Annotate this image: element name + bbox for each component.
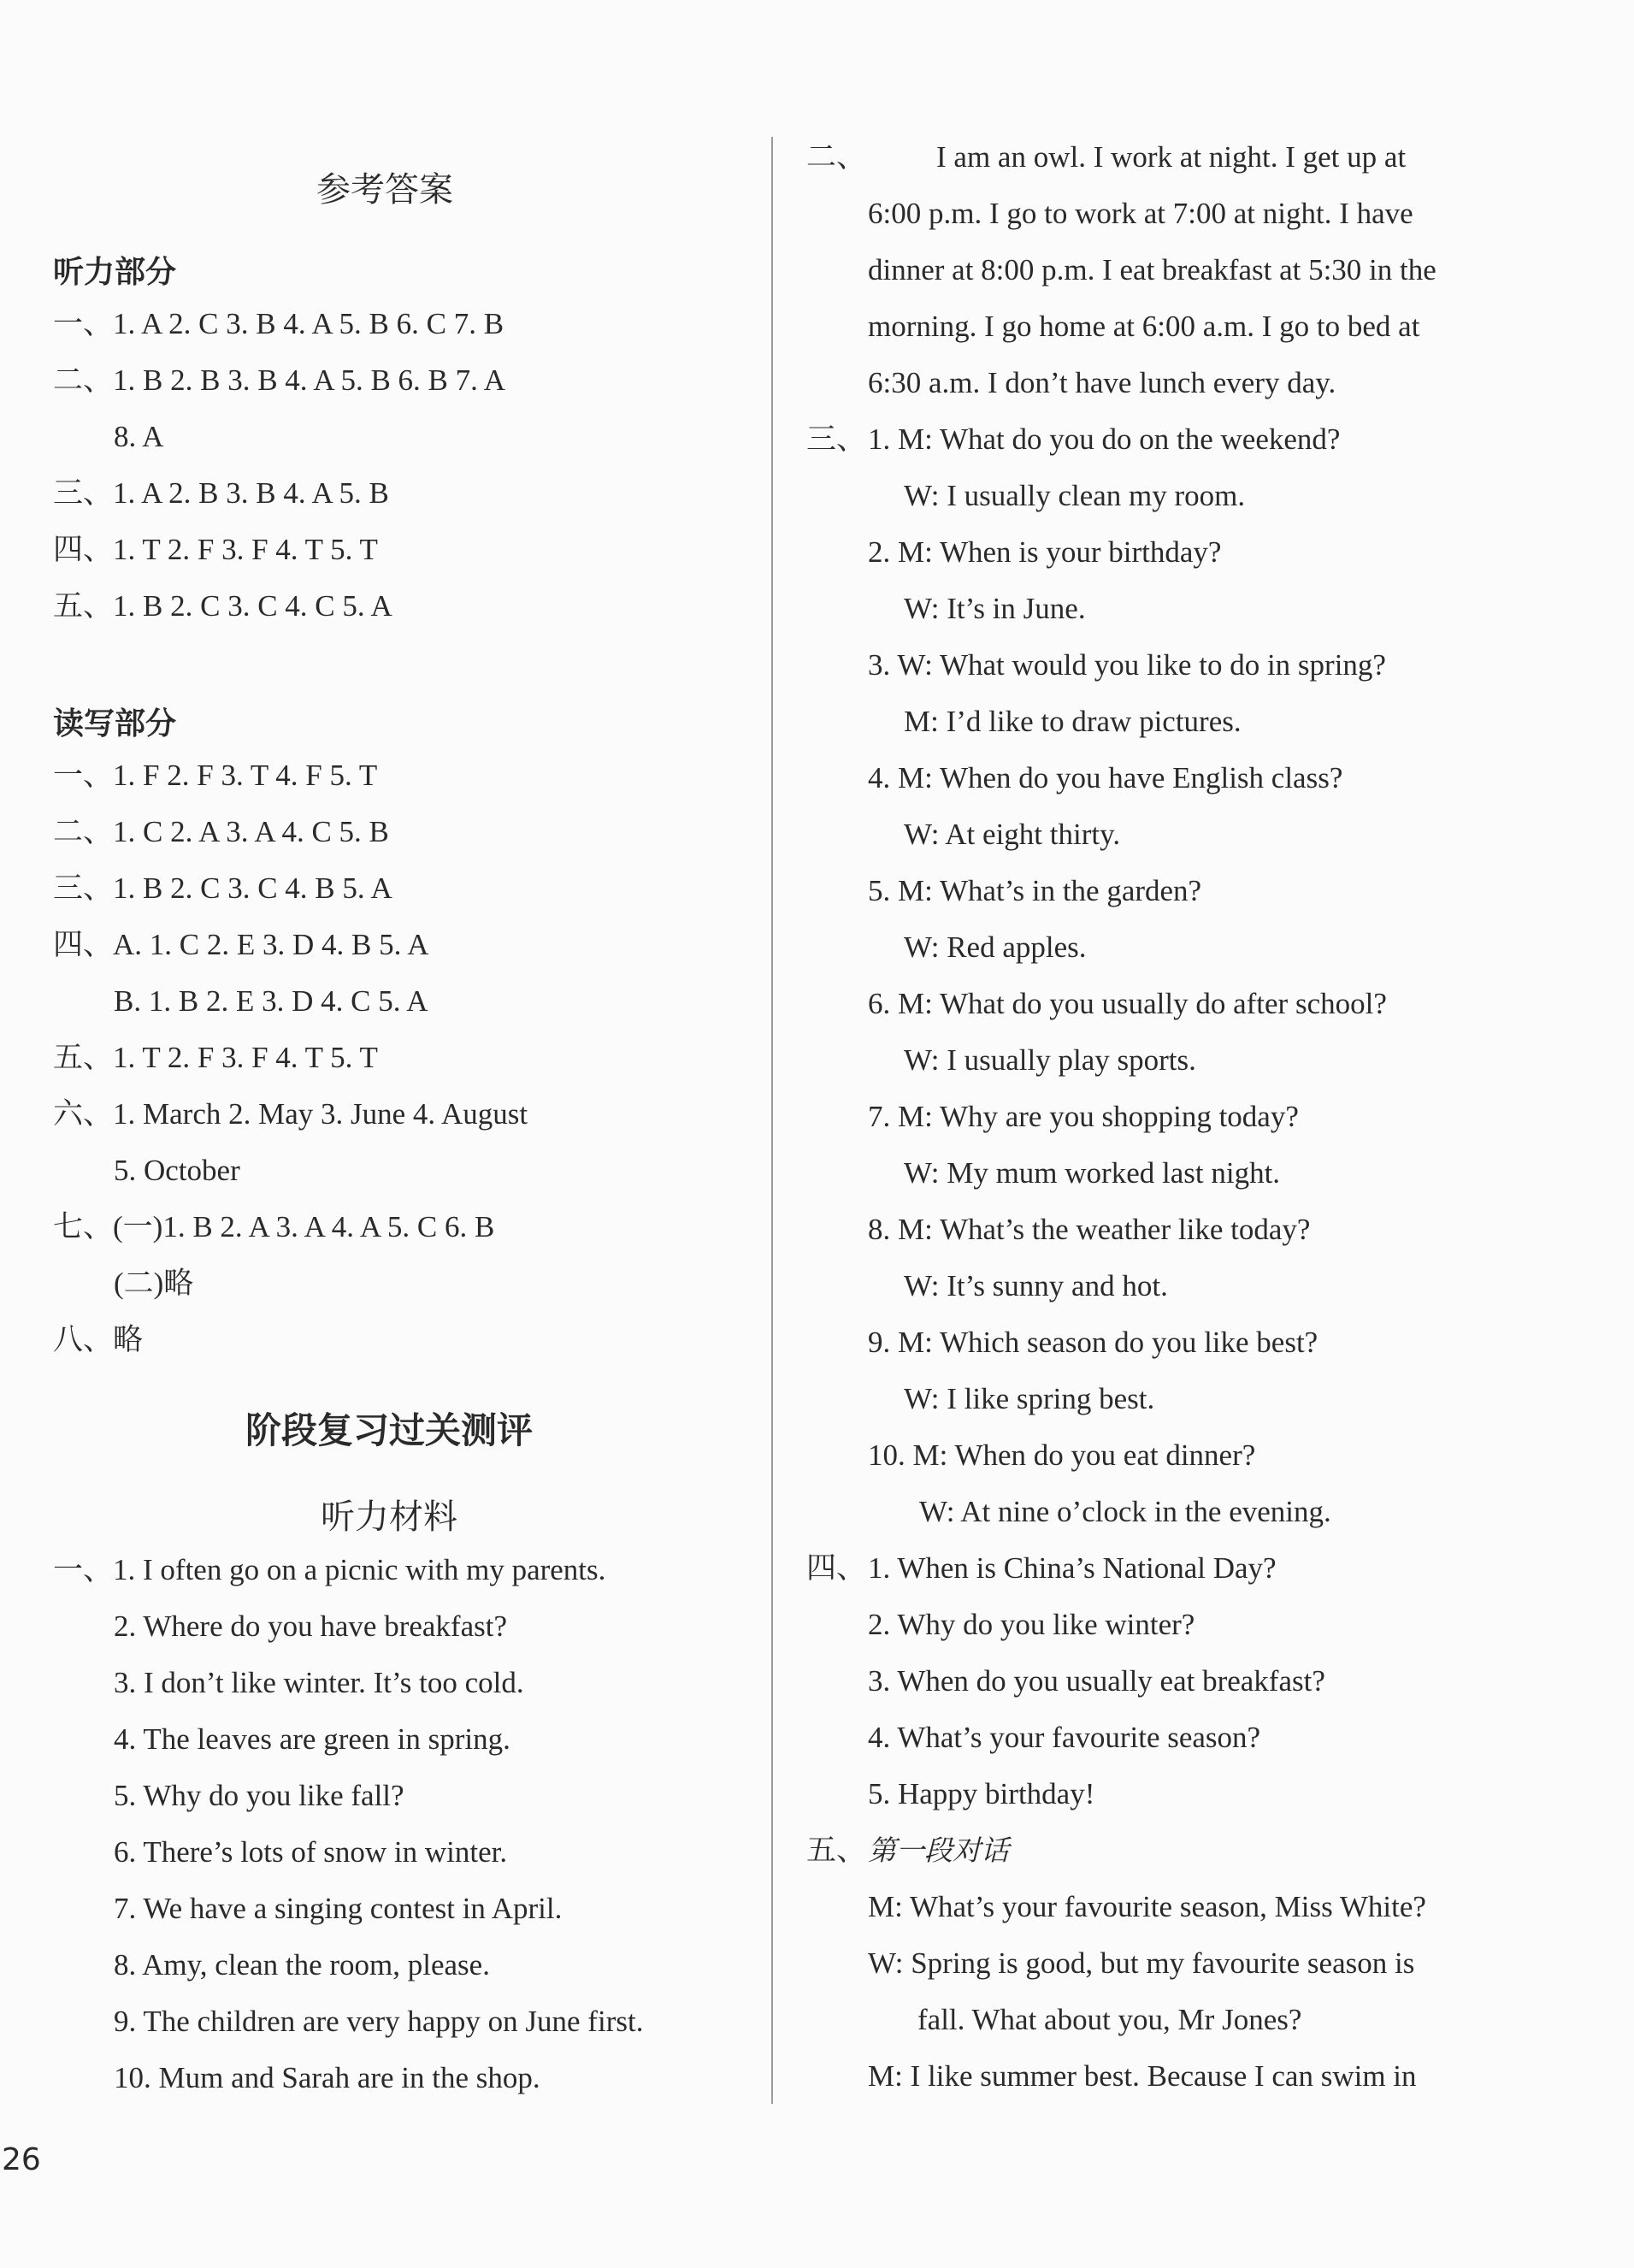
answer-line — [114, 983, 428, 1020]
answer-text: 1. C 2. A 3. A 4. C 5. B — [113, 815, 389, 848]
dialogue-heading: 第一段对话 — [868, 1834, 1009, 1867]
answer-label: 三、 — [53, 871, 114, 905]
answer-text: (一)1. B 2. A 3. A 4. A 5. C 6. B — [113, 1210, 495, 1243]
answer-label: 三、 — [53, 476, 114, 510]
dialogue-line: W: Spring is good, but my favourite season is — [868, 1946, 1415, 1980]
material-line — [53, 1551, 605, 1589]
answer-label: 一、 — [53, 759, 114, 792]
answer-line — [114, 418, 163, 456]
answer-line — [53, 1321, 143, 1359]
answer-label: 六、 — [53, 1097, 114, 1131]
answer-text: 5. October — [114, 1154, 240, 1187]
dialogue-line: 6. M: What do you usually do after school? — [868, 987, 1387, 1020]
dialogue-line: W: At nine o’clock in the evening. — [919, 1495, 1331, 1528]
question-line: 3. When do you usually eat breakfast? — [868, 1664, 1325, 1698]
answer-text: 1. March 2. May 3. June 4. August — [113, 1097, 528, 1131]
answer-line — [53, 475, 389, 512]
material-line: 9. The children are very happy on June first. — [114, 2005, 644, 2038]
answer-text: B. 1. B 2. E 3. D 4. C 5. A — [114, 984, 428, 1018]
answer-label: 四、 — [53, 928, 114, 961]
dialogue-line: W: I usually clean my room. — [904, 479, 1246, 512]
question-line: 1. When is China’s National Day? — [868, 1551, 1277, 1585]
material-line: 2. Where do you have breakfast? — [114, 1609, 507, 1643]
passage-line: 6:00 p.m. I go to work at 7:00 at night. I have — [868, 197, 1413, 230]
dialogue-line: 3. W: What would you like to do in spring? — [868, 648, 1386, 682]
answer-label: 一、 — [53, 307, 114, 340]
question-line: 2. Why do you like winter? — [868, 1608, 1195, 1641]
dialogue-line: 1. M: What do you do on the weekend? — [868, 422, 1341, 456]
dialogue-line: W: My mum worked last night. — [904, 1156, 1281, 1190]
material-line: 10. Mum and Sarah are in the shop. — [114, 2061, 540, 2094]
dialogue-line: 2. M: When is your birthday? — [868, 535, 1222, 569]
answer-line — [53, 1096, 528, 1133]
reading-section-heading: 读写部分 — [53, 706, 177, 741]
question-line: 5. Happy birthday! — [868, 1777, 1095, 1810]
answer-line — [53, 1039, 378, 1077]
dialogue-line: W: Red apples. — [904, 930, 1087, 964]
dialogue-line: W: I like spring best. — [904, 1382, 1155, 1415]
part-label: 二、 — [806, 140, 867, 174]
dialogue-line: 7. M: Why are you shopping today? — [868, 1100, 1299, 1133]
answer-line — [53, 926, 428, 964]
answer-line — [53, 813, 389, 851]
answer-key-title: 参考答案 — [316, 170, 453, 210]
part-label: 五、 — [806, 1834, 867, 1867]
answer-label: 二、 — [53, 815, 114, 848]
answer-line — [53, 531, 378, 569]
answer-line — [53, 757, 377, 794]
answer-text: 1. A 2. C 3. B 4. A 5. B 6. C 7. B — [113, 307, 504, 340]
material-line: 4. The leaves are green in spring. — [114, 1722, 510, 1756]
dialogue-line: 4. M: When do you have English class? — [868, 761, 1343, 794]
passage-line: I am an owl. I work at night. I get up at — [936, 140, 1407, 174]
dialogue-line: M: I’d like to draw pictures. — [904, 705, 1242, 738]
dialogue-line: fall. What about you, Mr Jones? — [917, 2003, 1302, 2036]
answer-line — [53, 305, 504, 343]
answer-label: 八、 — [53, 1323, 114, 1356]
answer-label: 七、 — [53, 1210, 114, 1243]
material-line: 7. We have a singing contest in April. — [114, 1892, 563, 1925]
answer-label: 五、 — [53, 589, 114, 623]
dialogue-line: M: What’s your favourite season, Miss White? — [868, 1890, 1426, 1923]
material-line: 3. I don’t like winter. It’s too cold. — [114, 1666, 524, 1699]
material-line: 6. There’s lots of snow in winter. — [114, 1835, 508, 1869]
dialogue-line: 5. M: What’s in the garden? — [868, 874, 1202, 907]
dialogue-line: 10. M: When do you eat dinner? — [868, 1438, 1256, 1472]
dialogue-line: 8. M: What’s the weather like today? — [868, 1213, 1311, 1246]
answer-line — [53, 362, 505, 399]
part-label: 三、 — [806, 422, 867, 456]
answer-label: 四、 — [53, 533, 114, 566]
passage-line: dinner at 8:00 p.m. I eat breakfast at 5:30 in the — [868, 253, 1436, 286]
answer-line — [53, 870, 392, 907]
answer-line — [114, 1152, 240, 1190]
answer-text: 1. A 2. B 3. B 4. A 5. B — [113, 476, 389, 510]
dialogue-line: 9. M: Which season do you like best? — [868, 1326, 1318, 1359]
answer-text: A. 1. C 2. E 3. D 4. B 5. A — [113, 928, 429, 961]
material-line: 5. Why do you like fall? — [114, 1779, 404, 1812]
answer-text: (二)略 — [114, 1267, 194, 1300]
part-label: 四、 — [806, 1551, 867, 1585]
stage-review-title: 阶段复习过关测评 — [245, 1409, 533, 1451]
listening-section-heading: 听力部分 — [53, 255, 177, 290]
dialogue-line: W: At eight thirty. — [904, 818, 1121, 851]
answer-label: 二、 — [53, 363, 114, 397]
answer-text: 1. T 2. F 3. F 4. T 5. T — [113, 533, 378, 566]
dialogue-line: M: I like summer best. Because I can swim in — [868, 2059, 1417, 2093]
column-divider — [771, 137, 773, 2104]
answer-text: 1. T 2. F 3. F 4. T 5. T — [113, 1041, 378, 1074]
listening-material-title: 听力材料 — [321, 1497, 457, 1537]
material-line: 8. Amy, clean the room, please. — [114, 1948, 490, 1982]
material-text: 1. I often go on a picnic with my parents. — [113, 1553, 606, 1586]
passage-line: 6:30 a.m. I don’t have lunch every day. — [868, 366, 1336, 399]
answer-text: 8. A — [114, 420, 164, 453]
answer-text: 1. B 2. C 3. C 4. C 5. A — [113, 589, 392, 623]
answer-line — [53, 1208, 494, 1246]
dialogue-line: W: It’s sunny and hot. — [904, 1269, 1168, 1302]
answer-text: 1. B 2. C 3. C 4. B 5. A — [113, 871, 392, 905]
answer-line — [53, 588, 392, 625]
answer-label: 五、 — [53, 1041, 114, 1074]
dialogue-line: W: I usually play sports. — [904, 1043, 1196, 1077]
passage-line: morning. I go home at 6:00 a.m. I go to bed at — [868, 310, 1420, 343]
answer-line — [114, 1265, 193, 1302]
question-line: 4. What’s your favourite season? — [868, 1721, 1261, 1754]
answer-text: 1. F 2. F 3. T 4. F 5. T — [113, 759, 378, 792]
dialogue-line: W: It’s in June. — [904, 592, 1086, 625]
material-label: 一、 — [53, 1553, 114, 1586]
page-number: 26 — [2, 2142, 41, 2177]
answer-text: 1. B 2. B 3. B 4. A 5. B 6. B 7. A — [113, 363, 505, 397]
answer-text: 略 — [113, 1323, 144, 1356]
